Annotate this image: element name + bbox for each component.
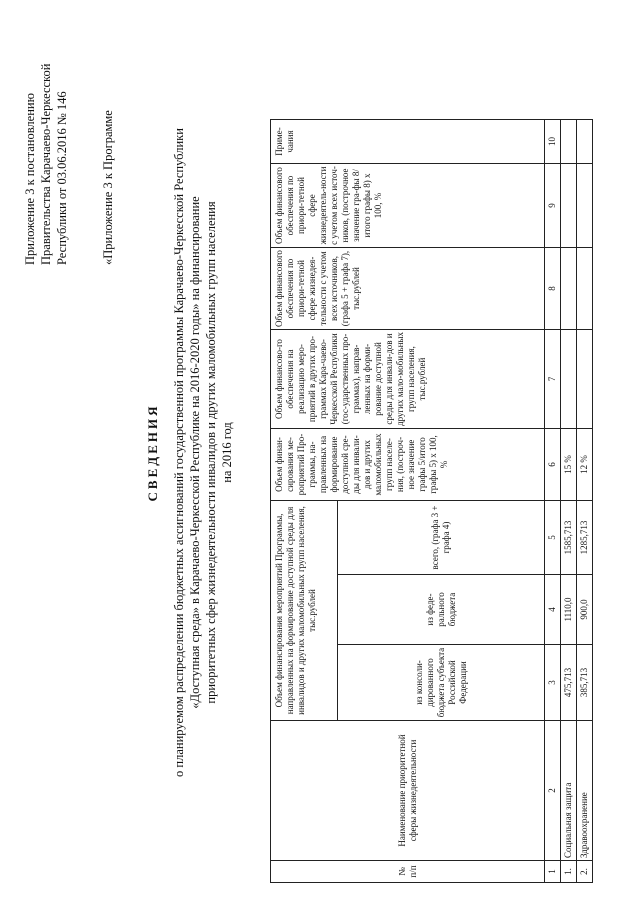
header-line-3: Республики от 03.06.2016 № 146 (55, 91, 69, 265)
header-line-1: Приложение 3 к постановлению (23, 93, 37, 265)
row-num: 1. (561, 861, 577, 883)
header-sub-total: всего, (графа 3 + графа 4) (338, 501, 545, 575)
document-title: СВЕДЕНИЯ (145, 403, 160, 502)
title-line-4: на 2016 год (220, 422, 234, 483)
header-sub-federal: из феде-рального бюджета (338, 575, 545, 645)
row-c6: 12 % (577, 429, 593, 501)
title-line-1: о планируемом распределении бюджетных ассигнований государственной программы Карачаево-Черкесской Республики (172, 128, 186, 777)
col-number: 4 (545, 575, 561, 645)
row-c3: 385,713 (577, 645, 593, 721)
col-number: 6 (545, 429, 561, 501)
header-line-2: Правительства Карачаево-Черкесской (39, 63, 53, 265)
header-group: Объем финансирования мероприятий Программы, направленных на формирование доступной среды для инвалидов и других маломобильных групп населения, тыс.рублей (271, 501, 338, 721)
row-num: 2. (577, 861, 593, 883)
row-c9 (561, 164, 577, 248)
row-c9 (577, 164, 593, 248)
header-col7: Объем финансово-го обеспечения на реализацию меро-приятий в других про-граммах Кара-чаево-Черкесской Республики (гос-ударственных про-граммах), направ-ленных на форми-рование доступной среды для инвали-дов и других мало-мобильных групп населения, тыс.рублей (271, 330, 545, 429)
row-c3: 475,713 (561, 645, 577, 721)
col-number: 9 (545, 164, 561, 248)
col-number: 10 (545, 120, 561, 164)
title-line-3: приоритетных сфер жизнедеятельности инвалидов и других маломобильных групп населения (204, 201, 218, 704)
row-c6: 15 % (561, 429, 577, 501)
header-col6: Объем финан-сирования ме-роприятий Про-граммы, на-правленных на формирование доступной сре-ды для инвали-дов и других маломобильных групп населе-ния, (построч-ное значение графы 5/итого графы 5) х 100, % (271, 429, 545, 501)
row-c5: 1585,713 (561, 501, 577, 575)
header-num: № п/п (271, 861, 545, 883)
row-name: Здравоохранение (577, 721, 593, 861)
row-c7 (577, 330, 593, 429)
column-number-row (545, 120, 561, 883)
col-number: 1 (545, 861, 561, 883)
col-number: 2 (545, 721, 561, 861)
header-col9: Объем финансового обеспечения по приори-тетной сфере жизнедеятель-ности с учетом всех источ-ников, (построчное значение гра-фы 8/итого графы 8) х 100, % (271, 164, 545, 248)
row-c10 (577, 120, 593, 164)
row-c7 (561, 330, 577, 429)
header-sub-consolidated: из консоли-дированного бюджета субъекта Российской Федерации (338, 645, 545, 721)
row-name: Социальная защита (561, 721, 577, 861)
row-c8 (577, 248, 593, 330)
table-row (577, 120, 593, 883)
col-number: 8 (545, 248, 561, 330)
table-header-row (271, 120, 338, 883)
row-c10 (561, 120, 577, 164)
col-number: 5 (545, 501, 561, 575)
col-number: 7 (545, 330, 561, 429)
row-c8 (561, 248, 577, 330)
row-c5: 1285,713 (577, 501, 593, 575)
col-number: 3 (545, 645, 561, 721)
row-c4: 1110,0 (561, 575, 577, 645)
allocation-table (270, 119, 593, 883)
title-line-2: «Доступная среда» в Карачаево-Черкесской Республике на 2016-2020 годы» на финансирование (188, 196, 202, 709)
header-name: Наименование приоритетной сферы жизнедеятельности (271, 721, 545, 861)
header-col10: Приме-чания (271, 120, 545, 164)
header-line-4: «Приложение 3 к Программе (101, 110, 115, 265)
table-row (561, 120, 577, 883)
row-c4: 900,0 (577, 575, 593, 645)
header-col8: Объем финансового обеспечения по приори-тетной сфере жизнедея-тельности с учетом всех источников, (графа 5 + графа 7), тыс.рублей (271, 248, 545, 330)
